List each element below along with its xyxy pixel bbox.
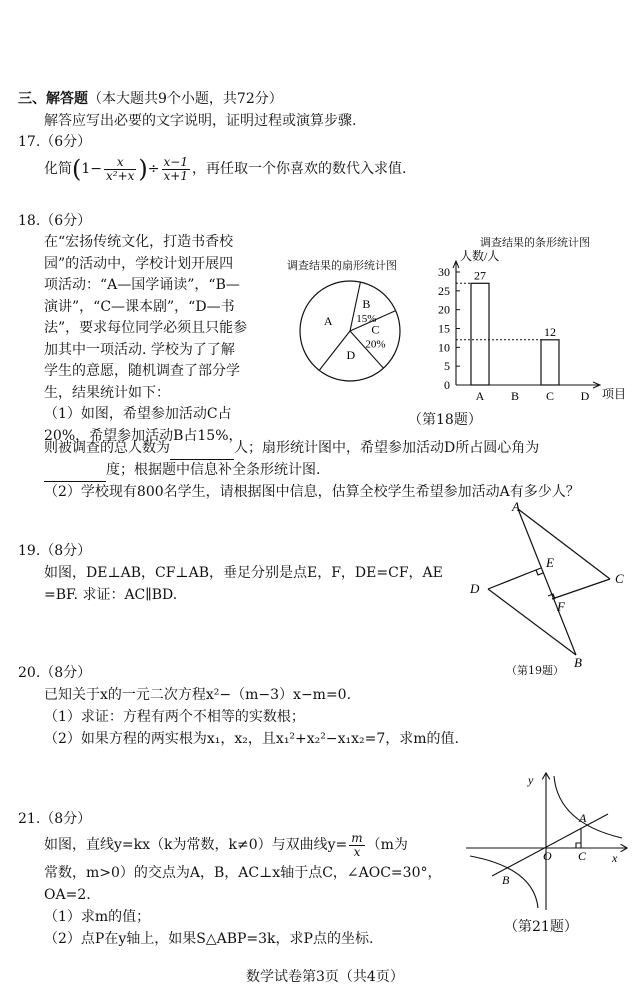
answer-blank xyxy=(44,459,106,482)
label-b: B xyxy=(574,655,582,669)
q18-line: 在“宏扬传统文化，打造书香校 xyxy=(44,234,234,250)
pie-slice-boundary xyxy=(319,331,350,370)
q20-header xyxy=(18,662,91,684)
q21-line-4: （1）求m的值； xyxy=(44,909,151,925)
label-o: O xyxy=(543,849,552,863)
q21-fraction: $\frac{m}{x}$ xyxy=(351,830,363,859)
bar-category-label: C xyxy=(545,389,555,403)
q20-line-3: （2）如果方程的两实根为x₁，x₂，且x₁²+x₂²−x₁x₂=7，求m的值. xyxy=(44,731,460,747)
q20-line-1: 已知关于x的一元二次方程x²−（m−3）x−m=0. xyxy=(44,687,352,703)
bar-x-label: 项目 xyxy=(602,387,627,401)
pie-label-b: B xyxy=(362,296,371,311)
q19-line-1: 如图，DE⊥AB，CF⊥AB，垂足分别是点E，F，DE=CF，AE xyxy=(44,565,443,581)
q17-text-b: ，再任取一个你喜欢的数代入求值. xyxy=(192,161,407,177)
q21-caption: （第21题） xyxy=(504,919,578,935)
segment-de xyxy=(488,568,541,589)
bar-y-tick-label: 15 xyxy=(438,321,450,336)
right-angle-c xyxy=(576,843,581,848)
bar-value-label: 12 xyxy=(544,324,556,339)
q21-figure xyxy=(462,768,632,913)
q17-fraction-1: $\frac{x}{\text{x²+x}}$ xyxy=(106,154,135,183)
label-y: y xyxy=(528,773,534,787)
bar-y-tick-label: 30 xyxy=(438,265,450,279)
q21-score: （8分） xyxy=(40,811,92,827)
q17-fraction-2: $\frac{x-1}{x+1}$ xyxy=(163,154,188,183)
q18-line: 项活动：“A—国学诵读”，“B— xyxy=(44,277,240,293)
pie-label-d: D xyxy=(346,347,356,362)
segment-cf xyxy=(552,579,610,599)
bar-chart xyxy=(424,246,634,406)
q19-score: （8分） xyxy=(40,543,92,559)
pie-percent-c: 20% xyxy=(365,338,386,351)
section-header xyxy=(18,88,283,110)
pie-label-c: C xyxy=(371,322,380,337)
q20-score: （8分） xyxy=(40,665,92,681)
bar-y-tick-label: 5 xyxy=(444,359,450,374)
q18-question-2: （2）学校现有800名学生，请根据图中信息，估算全校学生希望参加活动A有多少人？ xyxy=(44,484,580,500)
q18-caption: （第18题） xyxy=(408,412,482,428)
q18-score: （6分） xyxy=(40,213,92,229)
pie-chart-title: 调查结果的扇形统计图 xyxy=(287,259,397,272)
q19-figure xyxy=(462,497,634,669)
q17-body: 化简(1− $\frac{x}{\text{x²+x}}$ )÷ $\frac{x-1}{x+1}$ ，再任取一个你喜欢的数代入求值. xyxy=(44,154,407,183)
q21-line-2: 常数，m>0）的交点为A，B，AC⊥x轴于点C，∠AOC=30°， xyxy=(44,865,442,881)
pie-chart xyxy=(290,276,410,386)
q18-number: 18. xyxy=(18,213,41,229)
label-x: x xyxy=(612,851,618,865)
section-instruction: 解答应写出必要的文字说明，证明过程或演算步骤. xyxy=(44,113,357,129)
q17-header xyxy=(18,131,91,153)
q17-score: （6分） xyxy=(40,134,92,150)
section-note: （本大题共9个小题，共72分） xyxy=(88,91,283,107)
q18-line: 法”，要求每位同学必须且只能参 xyxy=(44,320,248,336)
bar-y-tick-label: 0 xyxy=(444,378,450,392)
bar-category-label: A xyxy=(475,389,485,403)
q18-line: 生，结果统计如下： xyxy=(44,384,170,401)
q18-line: 园”的活动中，学校计划开展四 xyxy=(44,255,234,272)
pie-percent-b: 15% xyxy=(356,312,377,325)
q18-line: （1）如图，希望参加活动C占 xyxy=(44,406,232,422)
q19-caption: （第19题） xyxy=(506,664,564,677)
bar-y-tick-label: 25 xyxy=(438,283,450,298)
bar-y-tick-label: 20 xyxy=(438,302,450,317)
q18-line: 加其中一项活动. 学校为了了解 xyxy=(44,341,235,358)
page-footer: 数学试卷第3页（共4页） xyxy=(246,969,404,985)
q17-text-a: 化简 xyxy=(44,161,72,177)
line-ab xyxy=(492,814,608,876)
q18-text-block xyxy=(44,232,247,447)
label-d: D xyxy=(470,581,480,596)
pie-label-a: A xyxy=(323,313,333,328)
bar-value-label: 27 xyxy=(474,268,486,283)
q21-number: 21. xyxy=(18,811,41,827)
label-a: A xyxy=(579,811,587,825)
label-c: C xyxy=(578,849,587,863)
q20-number: 20. xyxy=(18,665,41,681)
q18-line: 演讲”，“C—课本剧”，“D—书 xyxy=(44,298,235,315)
label-a: A xyxy=(512,499,520,514)
q21-line-5: （2）点P在y轴上，如果S△ABP=3k，求P点的坐标. xyxy=(44,931,374,947)
q21-header xyxy=(18,808,91,830)
label-e: E xyxy=(546,555,554,570)
bar-a xyxy=(471,283,489,385)
label-f: F xyxy=(557,599,565,614)
label-b: B xyxy=(502,873,510,887)
hyperbola-branch-1 xyxy=(554,776,622,838)
q20-line-2: （1）求证：方程有两个不相等的实数根； xyxy=(44,709,305,725)
bar-y-tick-label: 10 xyxy=(438,340,450,355)
q18-line: 学生的意愿，随机调查了部分学 xyxy=(44,363,240,379)
q18-question-1: 则被调查的总人数为 人；扇形统计图中，希望参加活动D所占圆心角为 xyxy=(44,437,539,460)
bar-chart-title: 调查结果的条形统计图 xyxy=(480,236,590,249)
label-c: C xyxy=(615,571,624,586)
bar-category-label: B xyxy=(510,389,520,403)
q18-header xyxy=(18,210,91,232)
q19-number: 19. xyxy=(18,543,41,559)
answer-blank xyxy=(170,437,234,460)
q19-header xyxy=(18,540,91,562)
q18-question-1-cont: 度；根据题中信息补全条形统计图. xyxy=(44,459,320,482)
q21-line-3: OA=2. xyxy=(44,887,91,903)
q18-line: 20%，希望参加活动B占15%， xyxy=(44,427,243,444)
q17-number: 17. xyxy=(18,134,41,150)
q19-line-2: =BF. 求证：AC∥BD. xyxy=(44,587,178,603)
bar-c xyxy=(541,340,559,385)
bar-category-label: D xyxy=(580,389,590,403)
q21-line-1: 如图，直线y=kx（k为常数，k≠0）与双曲线y= $\frac{m}{x}$ （m为 xyxy=(44,830,408,859)
section-heading: 三、解答题 xyxy=(18,91,88,107)
bar-y-label: 人数/人 xyxy=(460,249,500,263)
